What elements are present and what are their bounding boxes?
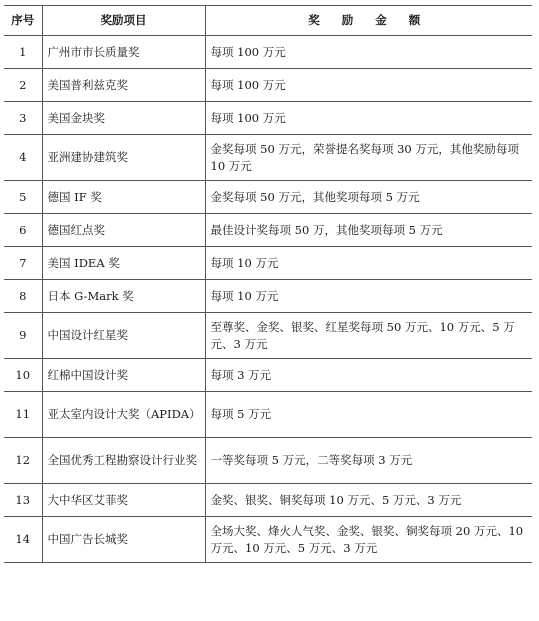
row-name: 全国优秀工程勘察设计行业奖 (42, 438, 205, 484)
table-row (4, 517, 532, 563)
row-amount: 每项 100 万元 (205, 102, 532, 135)
row-no: 3 (4, 102, 42, 135)
table-row (4, 135, 532, 181)
row-amount: 金奖每项 50 万元，其他奖项每项 5 万元 (205, 181, 532, 214)
row-amount: 每项 10 万元 (205, 247, 532, 280)
row-name: 亚太室内设计大奖（APIDA） (42, 392, 205, 438)
row-name: 德国 IF 奖 (42, 181, 205, 214)
table-row (4, 392, 532, 438)
header-amount: 奖 励 金 额 (205, 6, 532, 36)
header-name: 奖励项目 (42, 6, 205, 36)
row-amount: 每项 10 万元 (205, 280, 532, 313)
row-no: 13 (4, 484, 42, 517)
table-row (4, 247, 532, 280)
row-name: 中国广告长城奖 (42, 517, 205, 563)
row-no: 12 (4, 438, 42, 484)
row-amount: 一等奖每项 5 万元，二等奖每项 3 万元 (205, 438, 532, 484)
row-name: 日本 G-Mark 奖 (42, 280, 205, 313)
row-no: 8 (4, 280, 42, 313)
row-no: 9 (4, 313, 42, 359)
row-amount: 每项 5 万元 (205, 392, 532, 438)
row-no: 7 (4, 247, 42, 280)
row-name: 亚洲建协建筑奖 (42, 135, 205, 181)
row-amount: 金奖、银奖、铜奖每项 10 万元、5 万元、3 万元 (205, 484, 532, 517)
table-header-row (4, 6, 532, 36)
row-amount: 每项 100 万元 (205, 69, 532, 102)
table-row (4, 359, 532, 392)
table-row (4, 438, 532, 484)
row-name: 美国 IDEA 奖 (42, 247, 205, 280)
table-row (4, 69, 532, 102)
row-no: 4 (4, 135, 42, 181)
row-no: 2 (4, 69, 42, 102)
row-no: 5 (4, 181, 42, 214)
row-name: 美国金块奖 (42, 102, 205, 135)
row-amount: 最佳设计奖每项 50 万，其他奖项每项 5 万元 (205, 214, 532, 247)
table-row (4, 181, 532, 214)
awards-table-container (4, 5, 532, 563)
row-amount: 全场大奖、烽火人气奖、金奖、银奖、铜奖每项 20 万元、10 万元、10 万元、5 万元、3 万元 (205, 517, 532, 563)
row-name: 红棉中国设计奖 (42, 359, 205, 392)
table-row (4, 214, 532, 247)
table-row (4, 102, 532, 135)
row-name: 德国红点奖 (42, 214, 205, 247)
row-no: 14 (4, 517, 42, 563)
row-amount: 金奖每项 50 万元，荣誉提名奖每项 30 万元，其他奖励每项 10 万元 (205, 135, 532, 181)
row-name: 广州市市长质量奖 (42, 36, 205, 69)
table-row (4, 280, 532, 313)
row-amount: 每项 100 万元 (205, 36, 532, 69)
row-no: 1 (4, 36, 42, 69)
row-name: 中国设计红星奖 (42, 313, 205, 359)
row-amount: 至尊奖、金奖、银奖、红星奖每项 50 万元、10 万元、5 万元、3 万元 (205, 313, 532, 359)
row-no: 10 (4, 359, 42, 392)
row-no: 6 (4, 214, 42, 247)
table-row (4, 36, 532, 69)
row-name: 美国普利兹克奖 (42, 69, 205, 102)
table-row (4, 484, 532, 517)
row-name: 大中华区艾菲奖 (42, 484, 205, 517)
header-no: 序号 (4, 6, 42, 36)
row-amount: 每项 3 万元 (205, 359, 532, 392)
row-no: 11 (4, 392, 42, 438)
awards-table (4, 5, 532, 563)
table-row (4, 313, 532, 359)
